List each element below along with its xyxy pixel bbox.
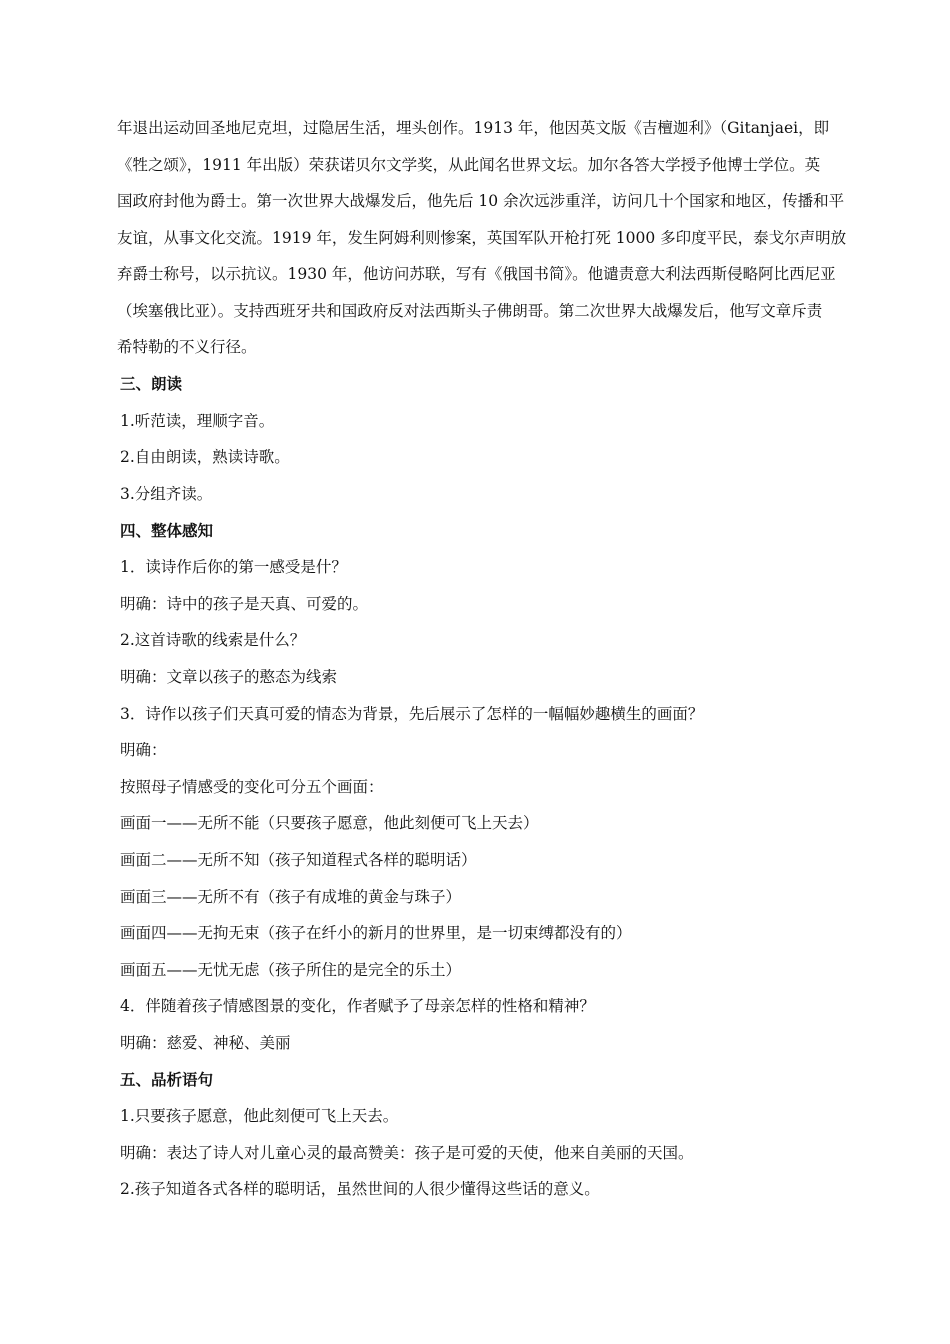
answer-line: 画面一——无所不能（只要孩子愿意，他此刻便可飞上天去）	[120, 814, 539, 832]
answer-line: 画面四——无拘无束（孩子在纤小的新月的世界里，是一切束缚都没有的）	[120, 924, 632, 942]
section-heading-analysis: 五、品析语句	[120, 1070, 214, 1089]
section-heading-reading: 三、朗读	[120, 374, 183, 393]
list-item: 3.分组齐读。	[120, 485, 213, 503]
question: 3．诗作以孩子们天真可爱的情态为背景，先后展示了怎样的一幅幅妙趣横生的画面？	[120, 705, 704, 723]
bio-line: 弃爵士称号，以示抗议。1930 年，他访问苏联，写有《俄国书简》。他谴责意大利法西斯侵略阿比西尼亚	[117, 265, 836, 283]
answer-line: 画面五——无忧无虑（孩子所住的是完全的乐土）	[120, 961, 462, 979]
question: 1．读诗作后你的第一感受是什？	[120, 558, 347, 576]
answer-line: 画面二——无所不知（孩子知道程式各样的聪明话）	[120, 851, 477, 869]
answer-line: 按照母子情感受的变化可分五个画面：	[120, 778, 384, 796]
answer: 明确：	[120, 741, 167, 759]
answer-line: 画面三——无所不有（孩子有成堆的黄金与珠子）	[120, 888, 462, 906]
answer: 明确：诗中的孩子是天真、可爱的。	[120, 595, 369, 613]
bio-line: 《牲之颂》，1911 年出版）荣获诺贝尔文学奖，从此闻名世界文坛。加尔各答大学授予他博士学位。英	[117, 156, 821, 174]
question: 4．伴随着孩子情感图景的变化，作者赋予了母亲怎样的性格和精神？	[120, 997, 595, 1015]
bio-line: 国政府封他为爵士。第一次世界大战爆发后，他先后 10 余次远涉重洋，访问几十个国家和地区，传播和平	[117, 192, 845, 210]
answer: 明确：文章以孩子的憨态为线索	[120, 668, 338, 686]
answer: 明确：慈爱、神秘、美丽	[120, 1034, 291, 1052]
list-item: 1.只要孩子愿意，他此刻便可飞上天去。	[120, 1107, 399, 1125]
bio-line: 年退出运动回圣地尼克坦，过隐居生活，埋头创作。1913 年，他因英文版《吉檀迦利》（Gitanjaei，即	[117, 119, 830, 137]
list-item: 1.听范读，理顺字音。	[120, 412, 275, 430]
section-heading-perception: 四、整体感知	[120, 521, 214, 540]
bio-line: （埃塞俄比亚）。支持西班牙共和国政府反对法西斯头子佛朗哥。第二次世界大战爆发后，他写文章斥责	[117, 302, 823, 320]
question: 2.这首诗歌的线索是什么？	[120, 631, 306, 649]
list-item: 2.孩子知道各式各样的聪明话，虽然世间的人很少懂得这些话的意义。	[120, 1180, 600, 1198]
list-item: 2.自由朗读，熟读诗歌。	[120, 448, 290, 466]
bio-line: 希特勒的不义行径。	[117, 338, 257, 356]
bio-line: 友谊，从事文化交流。1919 年，发生阿姆利则惨案，英国军队开枪打死 1000 多印度平民，泰戈尔声明放	[117, 229, 847, 247]
answer: 明确：表达了诗人对儿童心灵的最高赞美：孩子是可爱的天使，他来自美丽的天国。	[120, 1144, 694, 1162]
